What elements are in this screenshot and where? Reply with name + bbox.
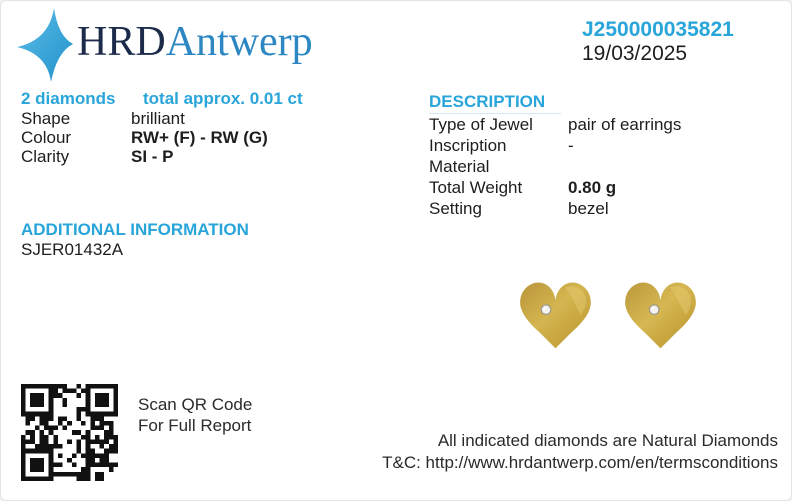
description-label: Inscription [429,136,507,155]
logo-wordmark [77,21,313,63]
diamond-specs [21,109,268,166]
spec-row-clarity [21,147,268,166]
diamond-dot [541,305,550,314]
description-row-setting [429,198,681,219]
description-value: bezel [568,199,609,218]
description-label: Setting [429,199,482,218]
report-date: 19/03/2025 [582,42,688,65]
additional-information-title: ADDITIONAL INFORMATION [21,220,249,239]
report-meta [582,18,734,66]
diamond-summary [21,89,303,109]
qr-code-icon [21,384,118,481]
description-title: DESCRIPTION [429,92,561,116]
description-row-weight [429,177,681,198]
legal-notice [382,430,778,474]
report-number: J250000035821 [582,18,734,41]
spec-value: RW+ (F) - RW (G) [131,128,268,147]
spec-row-colour [21,128,268,147]
four-point-star-icon [13,6,75,84]
description-row-type [429,114,681,135]
logo-hrd: HRD [77,19,166,65]
qr-caption-line1: Scan QR Code [138,395,253,414]
description-row-inscription [429,135,681,156]
natural-diamonds-statement: All indicated diamonds are Natural Diamonds [437,431,778,450]
qr-caption-line2: For Full Report [138,416,252,435]
additional-information-value: SJER01432A [21,240,124,259]
spec-label: Colour [21,128,72,147]
spec-value: SI - P [131,147,174,166]
diamond-count: 2 diamonds [21,89,116,108]
description-row-material [429,156,681,177]
heart-earring-right [621,278,700,354]
description-label: Type of Jewel [429,115,533,134]
logo-antwerp: Antwerp [165,19,313,65]
description-table [429,114,681,219]
diamond-total-carat: total approx. 0.01 ct [143,89,303,108]
hrd-antwerp-logo [13,5,313,85]
diamond-dot [649,305,658,314]
spec-label: Clarity [21,147,70,166]
description-label: Total Weight [429,178,523,197]
spec-row-shape [21,109,268,128]
spec-label: Shape [21,109,71,128]
heart-earring-left [516,278,595,354]
description-value: pair of earrings [568,115,682,134]
terms-conditions-url: T&C: http://www.hrdantwerp.com/en/termsconditions [382,453,778,472]
description-label: Material [429,157,490,176]
description-value: - [568,136,574,155]
spec-value: brilliant [131,109,185,128]
description-value: 0.80 g [568,178,617,197]
qr-caption [138,394,252,436]
jewel-photo [516,278,700,354]
